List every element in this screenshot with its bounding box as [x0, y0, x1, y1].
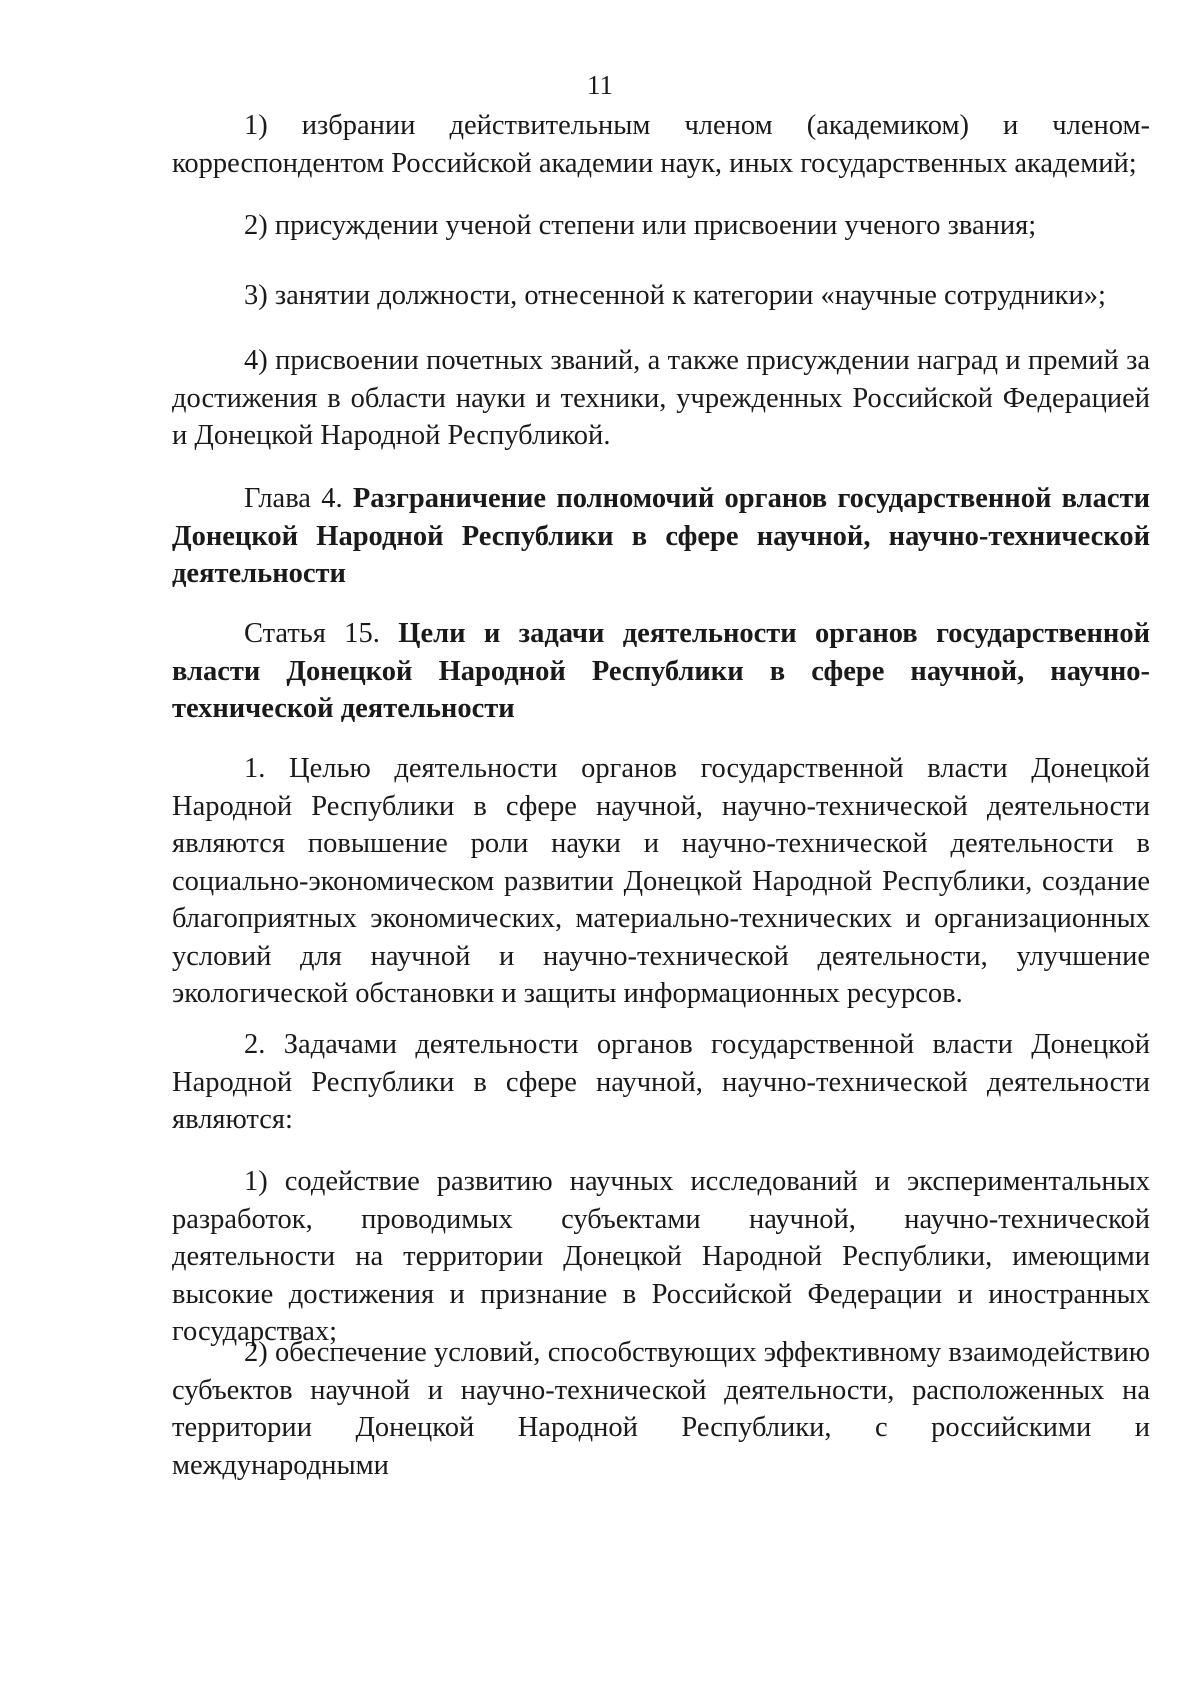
- list-item-position: 3) занятии должности, отнесенной к категории «научные сотрудники»;: [244, 280, 1106, 311]
- article-heading: [172, 615, 1150, 728]
- list-item-elected: 1) избрании действительным членом (академиком) и членом-корреспондентом Российской академии наук, иных государственных академий;: [172, 110, 1150, 179]
- page-number: 11: [587, 70, 613, 100]
- list-item-degree: 2) присуждении ученой степени или присвоении ученого звания;: [244, 210, 1037, 241]
- chapter-heading: [172, 480, 1150, 593]
- article-label: Статья 15.: [244, 618, 399, 649]
- list-item-task-2: 2) обеспечение условий, способствующих эффективному взаимодействию субъектов научной и научно-технической деятельности, расположенных на территории Донецкой Народной Республики, с российскими и международными: [172, 1337, 1150, 1481]
- chapter-title: Разграничение полномочий органов государственной власти Донецкой Народной Республики в сфере научной, научно-технической деятельности: [172, 483, 1150, 589]
- article-point-2: 2. Задачами деятельности органов государственной власти Донецкой Народной Республики в сфере научной, научно-технической деятельности являются:: [172, 1029, 1150, 1135]
- article-title: Цели и задачи деятельности органов государственной власти Донецкой Народной Республики в сфере научной, научно-технической деятельности: [172, 618, 1150, 724]
- list-item-task-1: 1) содействие развитию научных исследований и экспериментальных разработок, проводимых субъектами научной, научно-технической деятельности на территории Донецкой Народной Республики, имеющими высокие достижения и признание в Российской Федерации и иностранных государствах;: [172, 1166, 1150, 1347]
- article-point-1: 1. Целью деятельности органов государственной власти Донецкой Народной Республики в сфере научной, научно-технической деятельности являются повышение роли науки и научно-технической деятельности в социально-экономическом развитии Донецкой Народной Республики, создание благоприятных экономических, материально-технических и организационных условий для научной и научно-технической деятельности, улучшение экологической обстановки и защиты информационных ресурсов.: [172, 753, 1150, 1009]
- list-item-awards: 4) присвоении почетных званий, а также присуждении наград и премий за достижения в области науки и техники, учрежденных Российской Федерацией и Донецкой Народной Республикой.: [172, 345, 1150, 451]
- chapter-label: Глава 4.: [244, 483, 353, 514]
